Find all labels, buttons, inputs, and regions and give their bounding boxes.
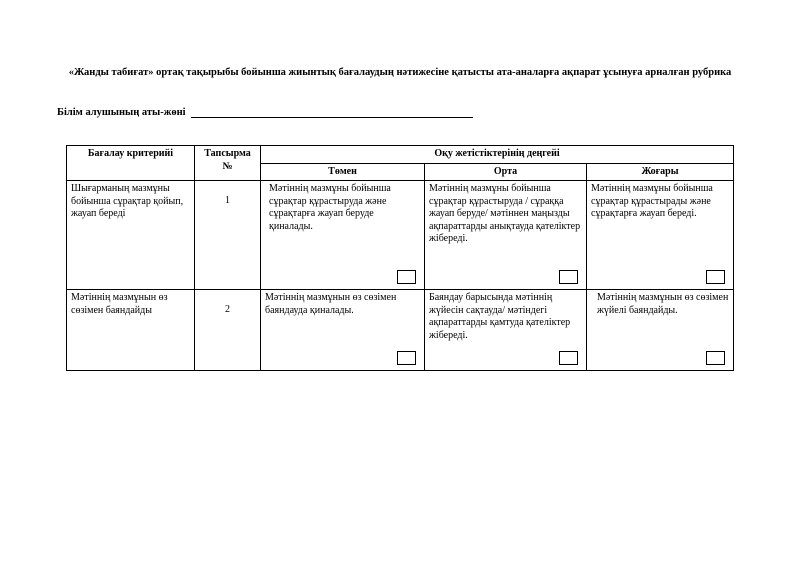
medium-level-cell bbox=[425, 181, 587, 290]
high-level-cell bbox=[587, 181, 734, 290]
table-row bbox=[67, 290, 734, 371]
low-level-text: Мәтіннің мазмұнын өз сөзімен баяндауда қиналады. bbox=[265, 292, 397, 316]
low-level-cell bbox=[261, 181, 425, 290]
low-level-checkbox[interactable] bbox=[397, 351, 416, 365]
header-low: Төмен bbox=[261, 163, 425, 181]
task-number-cell: 1 bbox=[195, 181, 261, 290]
criterion-cell: Мәтіннің мазмұнын өз сөзімен баяндайды bbox=[67, 290, 195, 371]
low-level-cell bbox=[261, 290, 425, 371]
document-title: «Жанды табиғат» ортақ тақырыбы бойынша жиынтық бағалаудың нәтижесіне қатысты ата-аналарға ақпарат ұсынуға арналған рубрика bbox=[68, 67, 732, 78]
student-name-label: Білім алушының аты-жөні bbox=[57, 107, 186, 118]
table-row bbox=[67, 181, 734, 290]
high-level-cell bbox=[587, 290, 734, 371]
rubric-table bbox=[66, 145, 734, 371]
header-row-1 bbox=[67, 146, 734, 164]
header-high: Жоғары bbox=[587, 163, 734, 181]
header-criteria: Бағалау критерийі bbox=[67, 146, 195, 181]
student-name-blank[interactable] bbox=[191, 106, 473, 118]
student-name-line bbox=[57, 106, 473, 118]
medium-level-text: Баяндау барысында мәтіннің жүйесін сақтауда/ мәтіндегі ақпараттарды қамтуда қателіктер жібереді. bbox=[429, 292, 571, 341]
criterion-cell: Шығарманың мазмұны бойынша сұрақтар қойып, жауап береді bbox=[67, 181, 195, 290]
header-task: Тапсырма № bbox=[195, 146, 261, 181]
header-medium: Орта bbox=[425, 163, 587, 181]
medium-level-text: Мәтіннің мазмұны бойынша сұрақтар құрастыруда / сұраққа жауап беруде/ мәтіннен маңызды ақпараттарды анықтауда қателіктер жібереді. bbox=[429, 183, 581, 244]
low-level-checkbox[interactable] bbox=[397, 270, 416, 284]
high-level-text: Мәтіннің мазмұны бойынша сұрақтар құрастырады және сұрақтарға жауап береді. bbox=[591, 183, 713, 219]
task-number-cell: 2 bbox=[195, 290, 261, 371]
medium-level-checkbox[interactable] bbox=[559, 351, 578, 365]
high-level-text: Мәтіннің мазмұнын өз сөзімен жүйелі баяндайды. bbox=[597, 292, 729, 316]
high-level-checkbox[interactable] bbox=[706, 351, 725, 365]
medium-level-cell bbox=[425, 290, 587, 371]
low-level-text: Мәтіннің мазмұны бойынша сұрақтар құрастыруда және сұрақтарға жауап беруде қиналады. bbox=[269, 183, 391, 232]
medium-level-checkbox[interactable] bbox=[559, 270, 578, 284]
high-level-checkbox[interactable] bbox=[706, 270, 725, 284]
header-levels: Оқу жетістіктерінің деңгейі bbox=[261, 146, 734, 164]
